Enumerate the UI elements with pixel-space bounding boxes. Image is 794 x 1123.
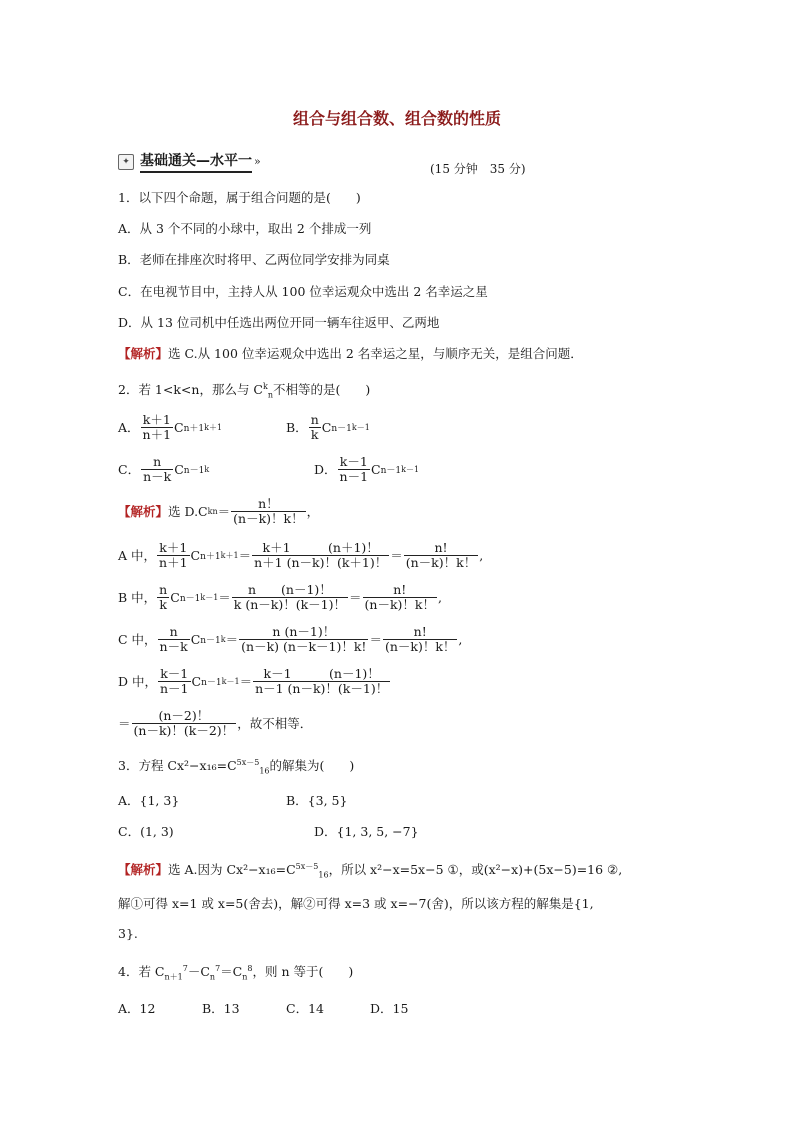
- q2-option-c-label: C．: [118, 462, 141, 477]
- analysis-text-1b: ，所以 x²−x=5x−5 ①，或(x²−x)+(5x−5)=16 ②,: [328, 862, 623, 877]
- q3-option-c: C．(1, 3): [118, 824, 174, 839]
- analysis-text: 选 C.从 100 位幸运观众中选出 2 名幸运之星，与顺序无关，是组合问题．: [168, 346, 583, 361]
- q2-analysis: 【解析】 选 D.C k n ＝ $\frac{n!}{(n-k)!k!}$ ，: [118, 496, 320, 526]
- q2-option-a-label: A．: [118, 420, 140, 435]
- q4-option-b: B．13: [202, 1001, 240, 1016]
- q3-stem-pre: 3．方程 Cx²−x₁₆=C: [118, 758, 237, 773]
- q2-stem-post: 不相等的是( ): [273, 382, 371, 397]
- q4-option-c: C．14: [286, 1001, 324, 1016]
- q2-option-c: C． $\frac{n}{n-k}$ C n－1 k: [118, 454, 210, 484]
- q2-option-b: B． $\frac{n}{k}$ C n－1 k－1: [286, 412, 370, 442]
- q4-stem-post: ，则 n 等于( ): [252, 964, 354, 979]
- q1-option-d: D．从 13 位司机中任选出两位开同一辆车往返甲、乙两地: [118, 315, 440, 330]
- analysis-b-label: B 中，: [118, 590, 157, 605]
- analysis-c-label: C 中，: [118, 632, 157, 647]
- q3-stem: 3．方程 $Cx^2-x_{16}=C^{5x-5}_{16}$的解集为( ): [118, 757, 355, 776]
- q4-stem: 4．若 $C_{n+1}^7-C_n^7=C_n^8$，则 n 等于( ): [118, 963, 354, 982]
- section-label: 基础通关—水平一: [140, 150, 252, 173]
- q2-analysis-tail: ＝ $\frac{(n-2)!}{(n-k)!(k-2)!}$ ，故不相等．: [118, 708, 313, 738]
- q1-option-a: A．从 3 个不同的小球中，取出 2 个排成一列: [118, 221, 372, 236]
- q2-stem: 2．若 1<k<n，那么与 $C^k_n$不相等的是( ): [118, 381, 371, 400]
- double-chevron-icon: »: [254, 155, 261, 168]
- q4-option-a: A．12: [118, 1001, 156, 1016]
- q2-analysis-d: D 中， $\frac{k-1}{n-1}$ C n－1 k－1 ＝ $\frac{k-1 (n-1)!}{n-1 (n-k)!(k-1)!}$: [118, 666, 389, 696]
- q1-option-b: B．老师在排座次时将甲、乙两位同学安排为同桌: [118, 252, 390, 267]
- q1-stem: 1．以下四个命题，属于组合问题的是( ): [118, 190, 361, 205]
- q2-analysis-a: A 中， $\frac{k+1}{n+1}$ C n＋1 k＋1 ＝ $\frac{k+1 (n+1)!}{n+1 (n-k)!(k+1)!}$ ＝ $\frac{n!}{(n-k)!k!}$ ,: [118, 540, 484, 570]
- analysis-tag: 【解析】: [118, 504, 169, 519]
- analysis-tail: ，故不相等．: [237, 716, 313, 731]
- section-header: [118, 150, 261, 173]
- q3-analysis-1: 【解析】选 A.因为 $Cx^2-x_{16}=C^{5x-5}_{16}$，所以 x²−x=5x−5 ①，或(x²−x)+(5x−5)=16 ②,: [118, 861, 623, 880]
- q2-analysis-c: C 中， $\frac{n}{n-k}$ C n－1 k ＝ $\frac{n (n-1)!}{(n-k) (n-k-1)!k!}$ ＝ $\frac{n!}{(n-k)!k!}$ ,: [118, 624, 463, 654]
- q3-option-a: A．{1, 3}: [118, 793, 180, 808]
- analysis-d-label: D 中，: [118, 674, 157, 689]
- q3-analysis-2: 解①可得 x=1 或 x=5(舍去)，解②可得 x=3 或 x=−7(舍)，所以该方程的解集是{1,: [118, 896, 594, 911]
- q1-analysis: [118, 344, 583, 362]
- q4-option-d: D．15: [370, 1001, 409, 1016]
- q3-option-b: B．{3, 5}: [286, 793, 348, 808]
- analysis-tag: 【解析】: [118, 346, 169, 361]
- q2-option-d: D． $\frac{k-1}{n-1}$ C n－1 k－1: [314, 454, 420, 484]
- analysis-tag: 【解析】: [118, 862, 169, 877]
- q2-option-a: A． $\frac{k+1}{n+1}$ C n＋1 k＋1: [118, 412, 223, 442]
- time-score: (15 分钟 35 分): [430, 162, 526, 176]
- q3-stem-post: 的解集为( ): [269, 758, 355, 773]
- lightbulb-icon: ✦: [118, 154, 134, 170]
- page-title: 组合与组合数、组合数的性质: [292, 109, 501, 128]
- q3-option-d: D．{1, 3, 5, −7}: [314, 824, 419, 839]
- q2-stem-pre: 2．若 1<k<n，那么与 C: [118, 382, 263, 397]
- q1-option-c: C．在电视节目中，主持人从 100 位幸运观众中选出 2 名幸运之星: [118, 284, 488, 299]
- q4-stem-pre: 4．若 C: [118, 964, 165, 979]
- analysis-text: 选 D.C: [168, 504, 208, 519]
- q2-analysis-b: B 中， $\frac{n}{k}$ C n－1 k－1 ＝ $\frac{n (n-1)!}{k (n-k)!(k-1)!}$ ＝ $\frac{n!}{(n-k)!k!}$ ,: [118, 582, 442, 612]
- analysis-text-1: 选 A.因为 Cx²−x₁₆=C: [168, 862, 296, 877]
- analysis-a-label: A 中，: [118, 548, 157, 563]
- q2-option-d-label: D．: [314, 462, 337, 477]
- q2-option-b-label: B．: [286, 420, 308, 435]
- q3-analysis-3: 3}.: [118, 926, 138, 941]
